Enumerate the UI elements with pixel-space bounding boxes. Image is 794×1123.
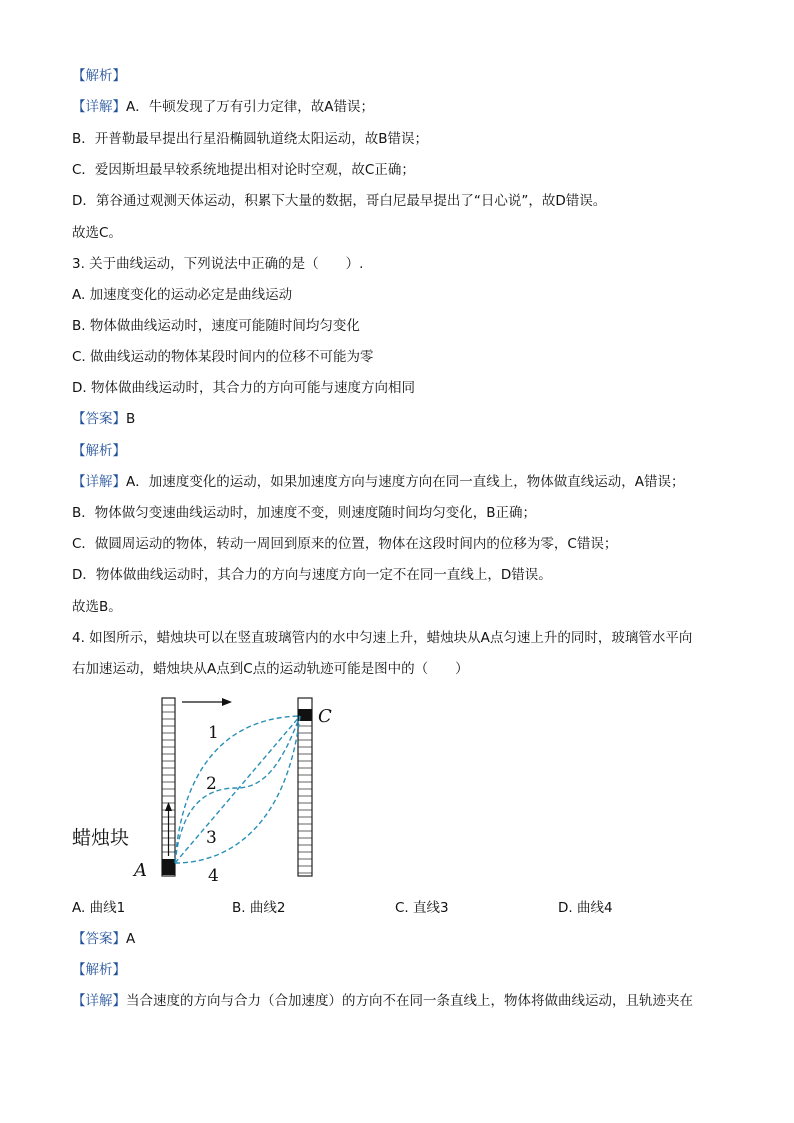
q3-option-a: A. 加速度变化的运动必定是曲线运动: [72, 287, 293, 303]
q4-answer-value: A: [126, 931, 136, 947]
line-3-label: 3: [206, 828, 217, 848]
q3-detail-c: C．做圆周运动的物体，转动一周回到原来的位置，物体在这段时间内的位移为零，C错误；: [72, 536, 618, 552]
q3-answer: [72, 410, 135, 428]
q2-detail-d: D．第谷通过观测天体运动，积累下大量的数据，哥白尼最早提出了“日心说”，故D错误。: [72, 193, 607, 209]
q2-detail-tag: 【详解】: [72, 99, 126, 115]
q4-option-d: D. 曲线4: [558, 900, 613, 916]
q3-analysis-label: 【解析】: [72, 443, 126, 459]
curve-4-label: 4: [208, 866, 219, 884]
horizontal-acceleration-arrow: [182, 698, 232, 706]
q4-analysis-label: 【解析】: [72, 962, 126, 978]
q3-detail-a: [72, 473, 684, 491]
q3-detail-b: B．物体做匀变速曲线运动时，加速度不变，则速度随时间均匀变化，B正确；: [72, 505, 537, 521]
q3-detail-tag: 【详解】: [72, 474, 126, 490]
q4-answer: [72, 930, 135, 948]
q2-detail-a-text: A．牛顿发现了万有引力定律，故A错误；: [126, 99, 374, 115]
q4-detail: [72, 992, 693, 1010]
q3-detail-d: D．物体做曲线运动时，其合力的方向与速度方向一定不在同一直线上，D错误。: [72, 567, 552, 583]
q4-option-c: C. 直线3: [395, 900, 449, 916]
point-c-label: C: [318, 706, 332, 727]
q4-stem-line2: 右加速运动，蜡烛块从A点到C点的运动轨迹可能是图中的（ ）: [72, 661, 469, 677]
candle-trajectory-figure: [72, 688, 342, 884]
q4-option-a: A. 曲线1: [72, 900, 126, 916]
q3-option-d: D. 物体做曲线运动时，其合力的方向可能与速度方向相同: [72, 380, 415, 396]
q3-stem: 3. 关于曲线运动，下列说法中正确的是（ ）.: [72, 256, 364, 272]
q3-option-c: C. 做曲线运动的物体某段时间内的位移不可能为零: [72, 349, 374, 365]
q4-answer-tag: 【答案】: [72, 931, 126, 947]
right-glass-tube: [298, 698, 312, 876]
q4-detail-text: 当合速度的方向与合力（合加速度）的方向不在同一条直线上，物体将做曲线运动，且轨迹夹在: [126, 993, 693, 1009]
q3-conclusion: 故选B。: [72, 599, 122, 615]
q4-option-b: B. 曲线2: [232, 900, 286, 916]
q3-answer-value: B: [126, 411, 136, 427]
q2-detail-b: B．开普勒最早提出行星沿椭圆轨道绕太阳运动，故B错误；: [72, 131, 429, 147]
candle-block-label: 蜡烛块: [72, 827, 130, 849]
q3-answer-tag: 【答案】: [72, 411, 126, 427]
point-a-label: A: [134, 860, 147, 881]
q3-option-b: B. 物体做曲线运动时，速度可能随时间均匀变化: [72, 318, 360, 334]
q3-detail-a-text: A．加速度变化的运动，如果加速度方向与速度方向在同一直线上，物体做直线运动，A错误；: [126, 474, 685, 490]
q4-options: [72, 899, 732, 917]
curve-2-label: 2: [206, 774, 217, 794]
q4-detail-tag: 【详解】: [72, 993, 126, 1009]
q2-conclusion: 故选C。: [72, 225, 122, 241]
q2-detail-a: [72, 98, 374, 116]
q2-detail-c: C．爱因斯坦最早较系统地提出相对论时空观，故C正确；: [72, 162, 415, 178]
candle-block: [162, 859, 175, 875]
q2-analysis-label: 【解析】: [72, 68, 126, 84]
curve-1-label: 1: [208, 723, 219, 743]
q4-stem-line1: 4. 如图所示，蜡烛块可以在竖直玻璃管内的水中匀速上升，蜡烛块从A点匀速上升的同时，玻璃管水平向: [72, 630, 693, 646]
